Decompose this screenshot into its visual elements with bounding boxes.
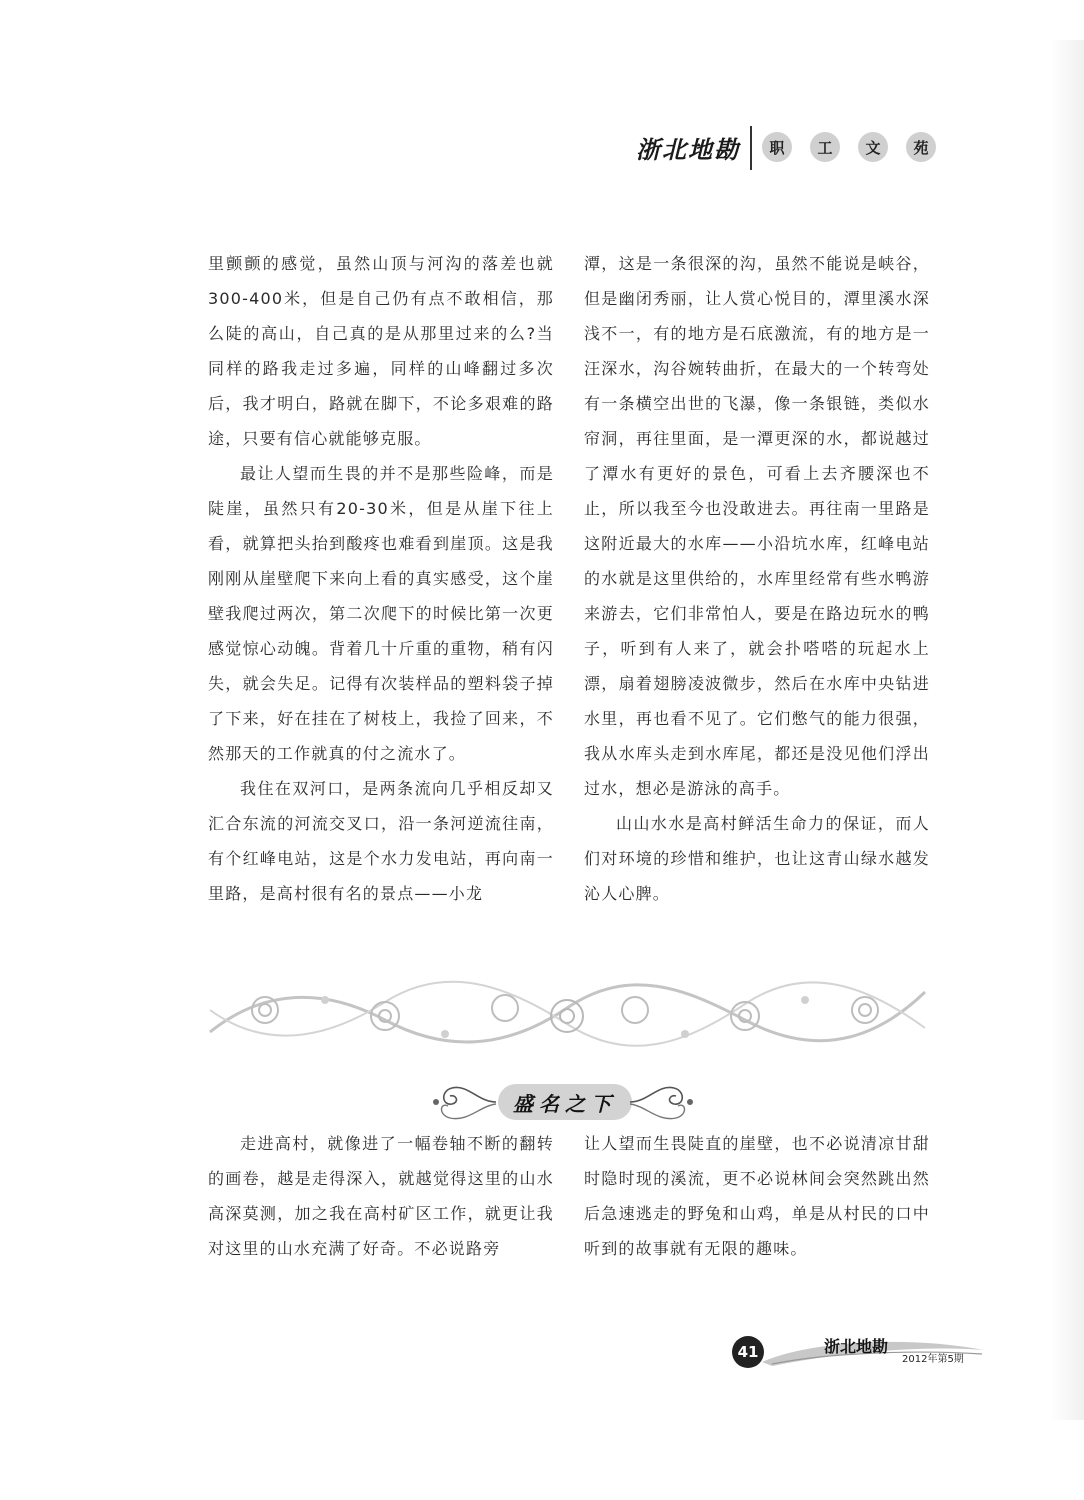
magazine-brand: 浙北地勘 [636, 135, 740, 164]
article-column-right-top [584, 246, 930, 911]
left-flourish-ornament [428, 1072, 498, 1132]
paragraph: 让人望而生畏陡直的崖壁，也不必说清凉甘甜时隐时现的溪流，更不必说林间会突然跳出然后急速逃走的野兔和山鸡，单是从村民的口中听到的故事就有无限的趣味。 [584, 1134, 930, 1258]
section-char: 苑 [906, 132, 936, 162]
section-char: 职 [762, 132, 792, 162]
section-heading [428, 1072, 698, 1132]
floral-divider-ornament [205, 980, 930, 1052]
section-char: 文 [858, 132, 888, 162]
paragraph: 走进高村，就像进了一幅卷轴不断的翻转的画卷，越是走得深入，就越觉得这里的山水高深莫测，加之我在高村矿区工作，就更让我对这里的山水充满了好奇。不必说路旁 [208, 1134, 554, 1258]
right-flourish-ornament [628, 1072, 698, 1132]
article-column-left-bottom [208, 1126, 554, 1266]
paragraph: 潭，这是一条很深的沟，虽然不能说是峡谷，但是幽闭秀丽，让人赏心悦目的，潭里溪水深浅不一，有的地方是石底激流，有的地方是一汪深水，沟谷婉转曲折，在最大的一个转弯处有一条横空出世的飞瀑，像一条银链，类似水帘洞，再往里面，是一潭更深的水，都说越过了潭水有更好的景色，可看上去齐腰深也不止，所以我至今也没敢进去。再往南一里路是这附近最大的水库——小沿坑水库，红峰电站的水就是这里供给的，水库里经常有些水鸭游来游去，它们非常怕人，要是在路边玩水的鸭子，听到有人来了，就会扑嗒嗒的玩起水上漂，扇着翅膀凌波微步，然后在水库中央钻进水里，再也看不见了。它们憋气的能力很强，我从水库头走到水库尾，都还是没见他们浮出过水，想必是游泳的高手。 [584, 254, 930, 798]
paragraph: 最让人望而生畏的并不是那些险峰，而是陡崖，虽然只有20-30米，但是从崖下往上看，就算把头抬到酸疼也难看到崖顶。这是我刚刚从崖壁爬下来向上看的真实感受，这个崖壁我爬过两次，第二次爬下的时候比第一次更感觉惊心动魄。背着几十斤重的重物，稍有闪失，就会失足。记得有次装样品的塑料袋子掉了下来，好在挂在了树枝上，我捡了回来，不然那天的工作就真的付之流水了。 [208, 464, 554, 763]
page-edge-shadow [1050, 40, 1084, 1420]
page-footer [732, 1332, 992, 1372]
section-label [762, 132, 936, 162]
article-column-right-bottom [584, 1126, 930, 1266]
article-column-left-top [208, 246, 554, 911]
section-title: 盛名之下 [498, 1084, 632, 1120]
page-number: 41 [732, 1336, 764, 1368]
issue-label: 2012年第5期 [902, 1354, 964, 1365]
paragraph: 我住在双河口，是两条流向几乎相反却又汇合东流的河流交叉口，沿一条河逆流往南，有个红峰电站，这是个水力发电站，再向南一里路，是高村很有名的景点——小龙 [208, 779, 554, 903]
header-divider [750, 126, 752, 170]
section-char: 工 [810, 132, 840, 162]
paragraph: 山山水水是高村鲜活生命力的保证，而人们对环境的珍惜和维护，也让这青山绿水越发沁人心脾。 [584, 814, 930, 903]
footer-brand: 浙北地勘 [824, 1337, 889, 1356]
paragraph: 里颤颤的感觉，虽然山顶与河沟的落差也就300-400米，但是自己仍有点不敢相信，那么陡的高山，自己真的是从那里过来的么?当同样的路我走过多遍，同样的山峰翻过多次后，我才明白，路就在脚下，不论多艰难的路途，只要有信心就能够克服。 [208, 254, 554, 448]
page-header [628, 126, 958, 170]
